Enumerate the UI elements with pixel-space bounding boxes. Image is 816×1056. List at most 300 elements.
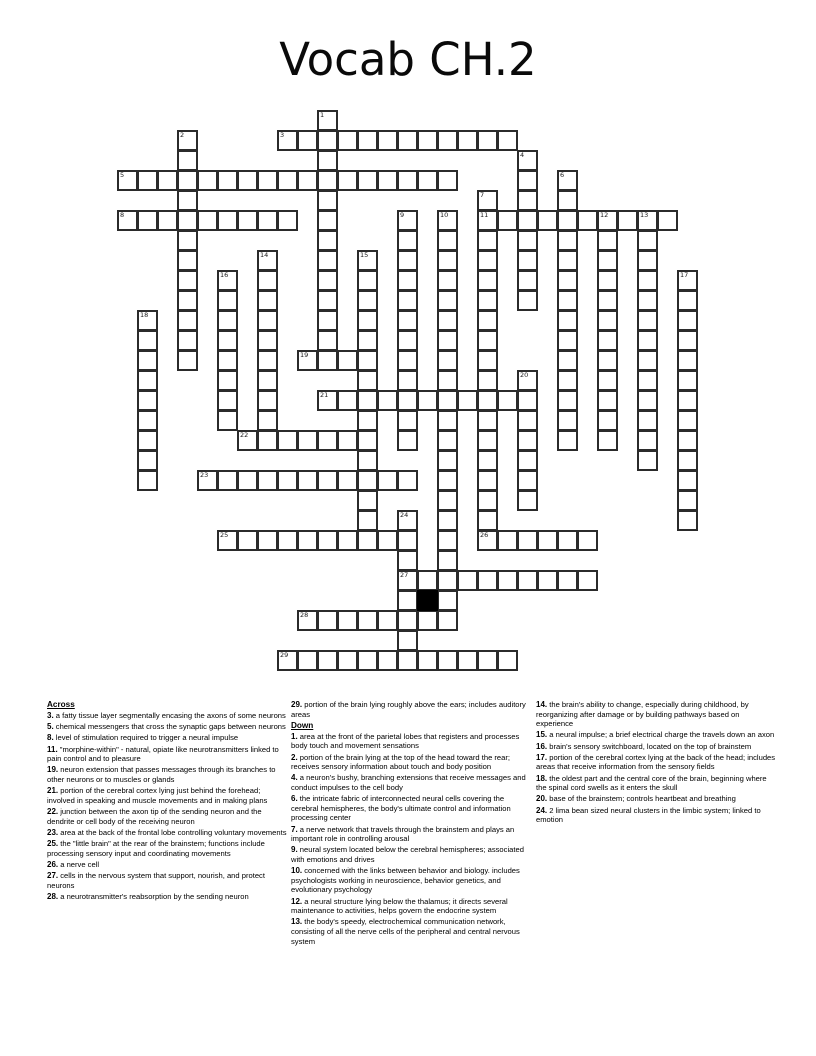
grid-cell-7-10[interactable]: [317, 250, 338, 271]
grid-cell-9-26[interactable]: [637, 290, 658, 311]
grid-cell-6-26[interactable]: [637, 230, 658, 251]
grid-cell-1-15[interactable]: [417, 130, 438, 151]
grid-cell-14-18[interactable]: [477, 390, 498, 411]
grid-cell-8-28[interactable]: [677, 270, 698, 291]
grid-cell-23-22[interactable]: [557, 570, 578, 591]
grid-cell-21-19[interactable]: [497, 530, 518, 551]
grid-cell-8-26[interactable]: [637, 270, 658, 291]
grid-cell-3-3[interactable]: [177, 170, 198, 191]
grid-cell-18-28[interactable]: [677, 470, 698, 491]
grid-cell-3-2[interactable]: [157, 170, 178, 191]
grid-cell-10-26[interactable]: [637, 310, 658, 331]
grid-cell-3-5[interactable]: [217, 170, 238, 191]
grid-cell-16-20[interactable]: [517, 430, 538, 451]
grid-cell-23-19[interactable]: [497, 570, 518, 591]
grid-cell-21-12[interactable]: [357, 530, 378, 551]
grid-cell-5-19[interactable]: [497, 210, 518, 231]
grid-cell-16-24[interactable]: [597, 430, 618, 451]
grid-cell-13-22[interactable]: [557, 370, 578, 391]
grid-cell-21-10[interactable]: [317, 530, 338, 551]
grid-cell-12-18[interactable]: [477, 350, 498, 371]
grid-cell-18-1[interactable]: [137, 470, 158, 491]
grid-cell-18-18[interactable]: [477, 470, 498, 491]
grid-cell-14-26[interactable]: [637, 390, 658, 411]
grid-cell-8-20[interactable]: [517, 270, 538, 291]
grid-cell-6-18[interactable]: [477, 230, 498, 251]
grid-cell-21-16[interactable]: [437, 530, 458, 551]
grid-cell-9-14[interactable]: [397, 290, 418, 311]
grid-cell-14-7[interactable]: [257, 390, 278, 411]
grid-cell-12-3[interactable]: [177, 350, 198, 371]
grid-cell-5-5[interactable]: [217, 210, 238, 231]
grid-cell-13-14[interactable]: [397, 370, 418, 391]
grid-cell-5-10[interactable]: [317, 210, 338, 231]
grid-cell-27-8[interactable]: [277, 650, 298, 671]
grid-cell-6-20[interactable]: [517, 230, 538, 251]
grid-cell-3-7[interactable]: [257, 170, 278, 191]
grid-cell-11-22[interactable]: [557, 330, 578, 351]
grid-cell-10-14[interactable]: [397, 310, 418, 331]
grid-cell-11-14[interactable]: [397, 330, 418, 351]
grid-cell-3-10[interactable]: [317, 170, 338, 191]
grid-cell-7-26[interactable]: [637, 250, 658, 271]
grid-cell-14-10[interactable]: [317, 390, 338, 411]
grid-cell-21-5[interactable]: [217, 530, 238, 551]
grid-cell-2-20[interactable]: [517, 150, 538, 171]
grid-cell-1-3[interactable]: [177, 130, 198, 151]
grid-cell-14-28[interactable]: [677, 390, 698, 411]
grid-cell-21-11[interactable]: [337, 530, 358, 551]
grid-cell-5-0[interactable]: [117, 210, 138, 231]
grid-cell-13-24[interactable]: [597, 370, 618, 391]
grid-cell-9-10[interactable]: [317, 290, 338, 311]
grid-cell-3-1[interactable]: [137, 170, 158, 191]
grid-cell-5-16[interactable]: [437, 210, 458, 231]
grid-cell-15-16[interactable]: [437, 410, 458, 431]
grid-cell-18-9[interactable]: [297, 470, 318, 491]
grid-cell-6-22[interactable]: [557, 230, 578, 251]
grid-cell-5-8[interactable]: [277, 210, 298, 231]
grid-cell-23-16[interactable]: [437, 570, 458, 591]
grid-cell-7-18[interactable]: [477, 250, 498, 271]
grid-cell-9-28[interactable]: [677, 290, 698, 311]
grid-cell-9-5[interactable]: [217, 290, 238, 311]
grid-cell-5-20[interactable]: [517, 210, 538, 231]
grid-cell-5-24[interactable]: [597, 210, 618, 231]
grid-cell-1-19[interactable]: [497, 130, 518, 151]
grid-cell-13-18[interactable]: [477, 370, 498, 391]
grid-cell-18-20[interactable]: [517, 470, 538, 491]
grid-cell-18-10[interactable]: [317, 470, 338, 491]
grid-cell-16-9[interactable]: [297, 430, 318, 451]
grid-cell-8-3[interactable]: [177, 270, 198, 291]
grid-cell-14-22[interactable]: [557, 390, 578, 411]
grid-cell-9-22[interactable]: [557, 290, 578, 311]
grid-cell-8-18[interactable]: [477, 270, 498, 291]
grid-cell-13-26[interactable]: [637, 370, 658, 391]
grid-cell-5-6[interactable]: [237, 210, 258, 231]
grid-cell-25-11[interactable]: [337, 610, 358, 631]
grid-cell-23-17[interactable]: [457, 570, 478, 591]
grid-cell-16-26[interactable]: [637, 430, 658, 451]
grid-cell-15-7[interactable]: [257, 410, 278, 431]
grid-cell-27-13[interactable]: [377, 650, 398, 671]
grid-cell-13-5[interactable]: [217, 370, 238, 391]
grid-cell-25-14[interactable]: [397, 610, 418, 631]
grid-cell-21-20[interactable]: [517, 530, 538, 551]
grid-cell-10-24[interactable]: [597, 310, 618, 331]
grid-cell-25-15[interactable]: [417, 610, 438, 631]
grid-cell-13-16[interactable]: [437, 370, 458, 391]
grid-cell-1-9[interactable]: [297, 130, 318, 151]
grid-cell-16-16[interactable]: [437, 430, 458, 451]
grid-cell-13-28[interactable]: [677, 370, 698, 391]
grid-cell-19-28[interactable]: [677, 490, 698, 511]
grid-cell-3-22[interactable]: [557, 170, 578, 191]
grid-cell-15-26[interactable]: [637, 410, 658, 431]
grid-cell-11-7[interactable]: [257, 330, 278, 351]
grid-cell-21-8[interactable]: [277, 530, 298, 551]
grid-cell-16-22[interactable]: [557, 430, 578, 451]
clue-across-28: 28. a neurotransmitter's reabsorption by the sending neuron: [47, 891, 249, 901]
grid-cell-19-16[interactable]: [437, 490, 458, 511]
grid-cell-5-21[interactable]: [537, 210, 558, 231]
grid-cell-27-17[interactable]: [457, 650, 478, 671]
grid-cell-12-28[interactable]: [677, 350, 698, 371]
grid-cell-7-22[interactable]: [557, 250, 578, 271]
grid-cell-17-16[interactable]: [437, 450, 458, 471]
grid-cell-12-26[interactable]: [637, 350, 658, 371]
grid-cell-3-9[interactable]: [297, 170, 318, 191]
grid-cell-12-5[interactable]: [217, 350, 238, 371]
grid-cell-6-10[interactable]: [317, 230, 338, 251]
grid-cell-8-24[interactable]: [597, 270, 618, 291]
grid-cell-10-12[interactable]: [357, 310, 378, 331]
grid-cell-19-12[interactable]: [357, 490, 378, 511]
cell-number-26: 26: [480, 531, 489, 539]
grid-cell-13-12[interactable]: [357, 370, 378, 391]
grid-cell-19-18[interactable]: [477, 490, 498, 511]
grid-cell-11-16[interactable]: [437, 330, 458, 351]
clue-across-26: 26. a nerve cell: [47, 859, 100, 869]
grid-cell-11-5[interactable]: [217, 330, 238, 351]
grid-cell-9-16[interactable]: [437, 290, 458, 311]
grid-cell-8-5[interactable]: [217, 270, 238, 291]
grid-cell-2-3[interactable]: [177, 150, 198, 171]
grid-cell-8-16[interactable]: [437, 270, 458, 291]
grid-cell-5-7[interactable]: [257, 210, 278, 231]
grid-cell-20-16[interactable]: [437, 510, 458, 531]
grid-cell-2-10[interactable]: [317, 150, 338, 171]
grid-cell-16-18[interactable]: [477, 430, 498, 451]
grid-cell-20-28[interactable]: [677, 510, 698, 531]
grid-cell-16-7[interactable]: [257, 430, 278, 451]
grid-cell-9-20[interactable]: [517, 290, 538, 311]
grid-cell-21-22[interactable]: [557, 530, 578, 551]
grid-cell-6-14[interactable]: [397, 230, 418, 251]
grid-cell-9-3[interactable]: [177, 290, 198, 311]
grid-cell-18-14[interactable]: [397, 470, 418, 491]
grid-cell-18-13[interactable]: [377, 470, 398, 491]
clue-number: 9.: [291, 845, 298, 855]
grid-cell-25-16[interactable]: [437, 610, 458, 631]
grid-cell-3-8[interactable]: [277, 170, 298, 191]
grid-cell-9-12[interactable]: [357, 290, 378, 311]
grid-cell-3-11[interactable]: [337, 170, 358, 191]
grid-cell-3-15[interactable]: [417, 170, 438, 191]
grid-cell-3-14[interactable]: [397, 170, 418, 191]
grid-cell-5-14[interactable]: [397, 210, 418, 231]
grid-cell-4-22[interactable]: [557, 190, 578, 211]
grid-cell-24-14[interactable]: [397, 590, 418, 611]
grid-cell-16-12[interactable]: [357, 430, 378, 451]
grid-cell-9-7[interactable]: [257, 290, 278, 311]
grid-cell-7-12[interactable]: [357, 250, 378, 271]
grid-cell-5-18[interactable]: [477, 210, 498, 231]
grid-cell-20-18[interactable]: [477, 510, 498, 531]
grid-cell-10-16[interactable]: [437, 310, 458, 331]
grid-cell-27-14[interactable]: [397, 650, 418, 671]
grid-cell-16-28[interactable]: [677, 430, 698, 451]
grid-cell-16-14[interactable]: [397, 430, 418, 451]
grid-cell-12-14[interactable]: [397, 350, 418, 371]
grid-cell-11-10[interactable]: [317, 330, 338, 351]
grid-cell-3-12[interactable]: [357, 170, 378, 191]
grid-cell-15-1[interactable]: [137, 410, 158, 431]
grid-cell-12-22[interactable]: [557, 350, 578, 371]
grid-cell-3-0[interactable]: [117, 170, 138, 191]
grid-cell-14-17[interactable]: [457, 390, 478, 411]
grid-cell-18-7[interactable]: [257, 470, 278, 491]
grid-cell-15-12[interactable]: [357, 410, 378, 431]
grid-cell-23-18[interactable]: [477, 570, 498, 591]
grid-cell-14-11[interactable]: [337, 390, 358, 411]
clue-down-7: 7. a nerve network that travels through the brainstem and plays an important role in controlling arousal: [291, 824, 515, 844]
grid-cell-15-24[interactable]: [597, 410, 618, 431]
grid-cell-21-23[interactable]: [577, 530, 598, 551]
grid-cell-5-25[interactable]: [617, 210, 638, 231]
grid-cell-15-20[interactable]: [517, 410, 538, 431]
grid-cell-4-20[interactable]: [517, 190, 538, 211]
grid-cell-27-10[interactable]: [317, 650, 338, 671]
grid-cell-8-22[interactable]: [557, 270, 578, 291]
grid-cell-11-3[interactable]: [177, 330, 198, 351]
grid-cell-11-28[interactable]: [677, 330, 698, 351]
grid-cell-27-12[interactable]: [357, 650, 378, 671]
grid-cell-15-18[interactable]: [477, 410, 498, 431]
grid-cell-11-12[interactable]: [357, 330, 378, 351]
grid-cell-18-16[interactable]: [437, 470, 458, 491]
grid-cell-3-16[interactable]: [437, 170, 458, 191]
grid-cell-5-3[interactable]: [177, 210, 198, 231]
grid-cell-27-18[interactable]: [477, 650, 498, 671]
grid-cell-7-3[interactable]: [177, 250, 198, 271]
grid-cell-14-24[interactable]: [597, 390, 618, 411]
grid-cell-14-13[interactable]: [377, 390, 398, 411]
grid-cell-1-16[interactable]: [437, 130, 458, 151]
grid-cell-23-14[interactable]: [397, 570, 418, 591]
grid-cell-12-16[interactable]: [437, 350, 458, 371]
grid-cell-18-12[interactable]: [357, 470, 378, 491]
grid-cell-14-12[interactable]: [357, 390, 378, 411]
grid-cell-16-6[interactable]: [237, 430, 258, 451]
grid-cell-5-22[interactable]: [557, 210, 578, 231]
grid-cell-25-10[interactable]: [317, 610, 338, 631]
grid-cell-8-12[interactable]: [357, 270, 378, 291]
grid-cell-17-18[interactable]: [477, 450, 498, 471]
grid-cell-14-19[interactable]: [497, 390, 518, 411]
grid-cell-25-13[interactable]: [377, 610, 398, 631]
grid-cell-26-14[interactable]: [397, 630, 418, 651]
grid-cell-7-24[interactable]: [597, 250, 618, 271]
grid-cell-10-18[interactable]: [477, 310, 498, 331]
grid-cell-12-7[interactable]: [257, 350, 278, 371]
grid-cell-27-19[interactable]: [497, 650, 518, 671]
grid-cell-1-17[interactable]: [457, 130, 478, 151]
grid-cell-5-4[interactable]: [197, 210, 218, 231]
grid-cell-12-12[interactable]: [357, 350, 378, 371]
grid-cell-27-9[interactable]: [297, 650, 318, 671]
grid-cell-14-15[interactable]: [417, 390, 438, 411]
grid-cell-15-5[interactable]: [217, 410, 238, 431]
grid-cell-14-20[interactable]: [517, 390, 538, 411]
grid-cell-27-11[interactable]: [337, 650, 358, 671]
grid-cell-10-22[interactable]: [557, 310, 578, 331]
grid-cell-7-20[interactable]: [517, 250, 538, 271]
grid-cell-11-1[interactable]: [137, 330, 158, 351]
grid-cell-0-10[interactable]: [317, 110, 338, 131]
grid-cell-16-1[interactable]: [137, 430, 158, 451]
grid-cell-1-10[interactable]: [317, 130, 338, 151]
grid-cell-8-10[interactable]: [317, 270, 338, 291]
grid-cell-18-8[interactable]: [277, 470, 298, 491]
grid-cell-10-28[interactable]: [677, 310, 698, 331]
grid-cell-15-22[interactable]: [557, 410, 578, 431]
grid-cell-13-20[interactable]: [517, 370, 538, 391]
grid-cell-8-7[interactable]: [257, 270, 278, 291]
grid-cell-3-20[interactable]: [517, 170, 538, 191]
grid-cell-23-15[interactable]: [417, 570, 438, 591]
grid-cell-5-1[interactable]: [137, 210, 158, 231]
grid-cell-12-24[interactable]: [597, 350, 618, 371]
grid-cell-20-14[interactable]: [397, 510, 418, 531]
grid-cell-3-13[interactable]: [377, 170, 398, 191]
grid-cell-14-16[interactable]: [437, 390, 458, 411]
grid-cell-22-16[interactable]: [437, 550, 458, 571]
grid-cell-9-24[interactable]: [597, 290, 618, 311]
grid-cell-18-5[interactable]: [217, 470, 238, 491]
grid-cell-4-18[interactable]: [477, 190, 498, 211]
grid-cell-11-18[interactable]: [477, 330, 498, 351]
grid-cell-21-14[interactable]: [397, 530, 418, 551]
grid-cell-13-7[interactable]: [257, 370, 278, 391]
grid-cell-17-28[interactable]: [677, 450, 698, 471]
grid-cell-19-20[interactable]: [517, 490, 538, 511]
grid-cell-18-11[interactable]: [337, 470, 358, 491]
grid-cell-1-18[interactable]: [477, 130, 498, 151]
grid-cell-16-8[interactable]: [277, 430, 298, 451]
grid-cell-3-4[interactable]: [197, 170, 218, 191]
grid-cell-14-1[interactable]: [137, 390, 158, 411]
grid-cell-12-10[interactable]: [317, 350, 338, 371]
grid-cell-10-5[interactable]: [217, 310, 238, 331]
grid-cell-5-2[interactable]: [157, 210, 178, 231]
clue-down-2: 2. portion of the brain lying at the top of the head toward the rear; receives sensory information about touch and body position: [291, 752, 511, 772]
grid-cell-20-12[interactable]: [357, 510, 378, 531]
grid-cell-7-7[interactable]: [257, 250, 278, 271]
grid-cell-1-11[interactable]: [337, 130, 358, 151]
grid-cell-11-26[interactable]: [637, 330, 658, 351]
grid-cell-21-6[interactable]: [237, 530, 258, 551]
grid-cell-6-3[interactable]: [177, 230, 198, 251]
grid-cell-21-7[interactable]: [257, 530, 278, 551]
clue-number: 5.: [47, 722, 54, 732]
grid-cell-5-23[interactable]: [577, 210, 598, 231]
grid-cell-5-26[interactable]: [637, 210, 658, 231]
grid-cell-11-24[interactable]: [597, 330, 618, 351]
grid-cell-12-1[interactable]: [137, 350, 158, 371]
grid-cell-15-14[interactable]: [397, 410, 418, 431]
grid-cell-23-21[interactable]: [537, 570, 558, 591]
grid-cell-21-13[interactable]: [377, 530, 398, 551]
grid-cell-21-21[interactable]: [537, 530, 558, 551]
grid-cell-25-9[interactable]: [297, 610, 318, 631]
grid-cell-18-4[interactable]: [197, 470, 218, 491]
grid-cell-1-14[interactable]: [397, 130, 418, 151]
grid-cell-25-12[interactable]: [357, 610, 378, 631]
grid-cell-5-27[interactable]: [657, 210, 678, 231]
grid-cell-23-20[interactable]: [517, 570, 538, 591]
grid-cell-1-8[interactable]: [277, 130, 298, 151]
grid-cell-17-20[interactable]: [517, 450, 538, 471]
grid-cell-3-6[interactable]: [237, 170, 258, 191]
grid-cell-4-3[interactable]: [177, 190, 198, 211]
grid-cell-14-14[interactable]: [397, 390, 418, 411]
grid-cell-15-28[interactable]: [677, 410, 698, 431]
grid-cell-1-13[interactable]: [377, 130, 398, 151]
grid-cell-16-11[interactable]: [337, 430, 358, 451]
grid-cell-12-11[interactable]: [337, 350, 358, 371]
grid-cell-21-18[interactable]: [477, 530, 498, 551]
grid-cell-22-14[interactable]: [397, 550, 418, 571]
grid-cell-17-1[interactable]: [137, 450, 158, 471]
grid-cell-10-7[interactable]: [257, 310, 278, 331]
grid-cell-7-16[interactable]: [437, 250, 458, 271]
grid-cell-8-14[interactable]: [397, 270, 418, 291]
grid-cell-1-12[interactable]: [357, 130, 378, 151]
grid-cell-6-24[interactable]: [597, 230, 618, 251]
grid-cell-21-9[interactable]: [297, 530, 318, 551]
grid-cell-27-15[interactable]: [417, 650, 438, 671]
grid-cell-10-10[interactable]: [317, 310, 338, 331]
grid-cell-18-6[interactable]: [237, 470, 258, 491]
grid-cell-7-14[interactable]: [397, 250, 418, 271]
grid-cell-27-16[interactable]: [437, 650, 458, 671]
grid-cell-24-16[interactable]: [437, 590, 458, 611]
grid-cell-23-23[interactable]: [577, 570, 598, 591]
grid-cell-17-12[interactable]: [357, 450, 378, 471]
grid-cell-17-26[interactable]: [637, 450, 658, 471]
grid-cell-9-18[interactable]: [477, 290, 498, 311]
grid-cell-6-16[interactable]: [437, 230, 458, 251]
grid-cell-16-10[interactable]: [317, 430, 338, 451]
grid-cell-4-10[interactable]: [317, 190, 338, 211]
grid-cell-10-1[interactable]: [137, 310, 158, 331]
grid-cell-10-3[interactable]: [177, 310, 198, 331]
grid-cell-13-1[interactable]: [137, 370, 158, 391]
grid-cell-12-9[interactable]: [297, 350, 318, 371]
grid-cell-14-5[interactable]: [217, 390, 238, 411]
